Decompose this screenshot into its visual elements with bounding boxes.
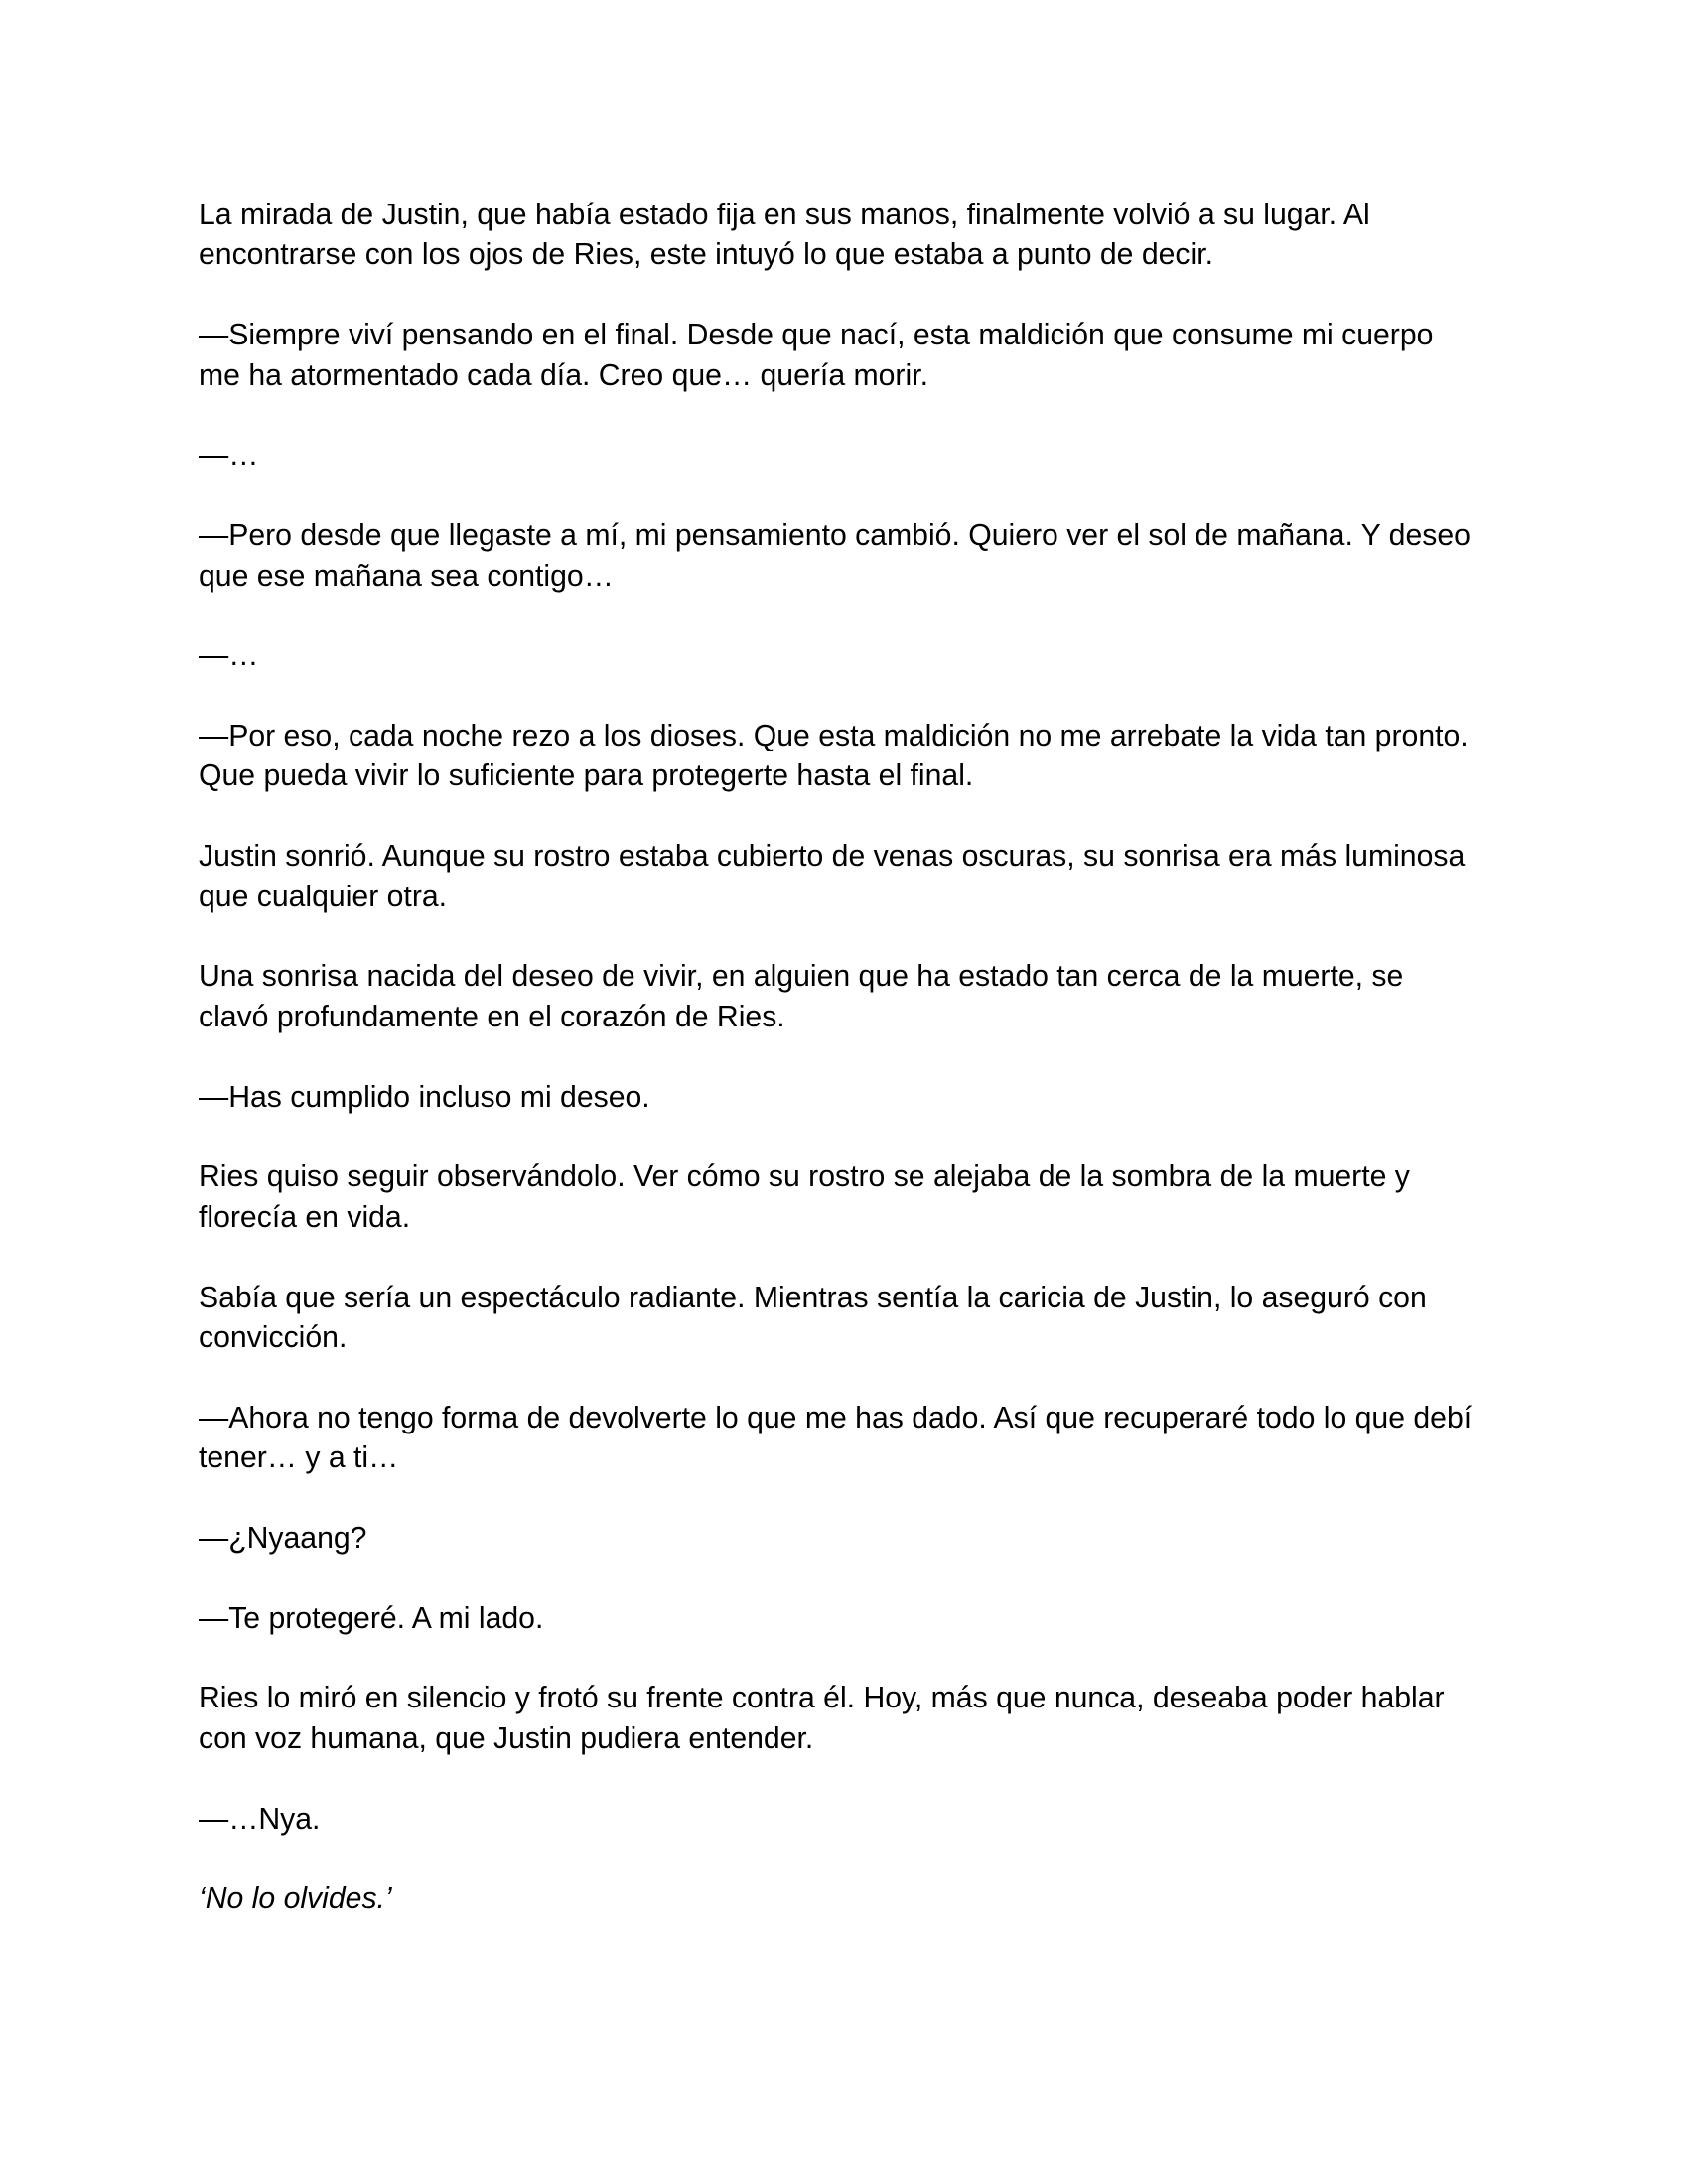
paragraph-16-dialogue (199, 1800, 1509, 1840)
paragraph-6-dialogue (199, 717, 1509, 797)
paragraph-1 (199, 196, 1509, 276)
text-line: —Te protegeré. A mi lado. (199, 1601, 544, 1635)
text-line: Ries lo miró en silencio y frotó su frente contra él. Hoy, más que nunca, deseaba poder hablar (199, 1682, 1445, 1715)
paragraph-5-ellipsis (199, 636, 1509, 676)
paragraph-9-dialogue (199, 1078, 1509, 1118)
text-line: tener… y a ti… (199, 1441, 399, 1475)
text-line: Una sonrisa nacida del deseo de vivir, en alguien que ha estado tan cerca de la muerte, se (199, 960, 1404, 994)
paragraph-3-ellipsis (199, 436, 1509, 476)
text-line: —Pero desde que llegaste a mí, mi pensamiento cambió. Quiero ver el sol de mañana. Y deseo (199, 519, 1471, 553)
document-body (199, 196, 1509, 1960)
text-line: convicción. (199, 1320, 348, 1354)
paragraph-2-dialogue (199, 316, 1509, 396)
text-line: —… (199, 439, 259, 473)
text-line: Ries quiso seguir observándolo. Ver cómo su rostro se alejaba de la sombra de la muerte y (199, 1160, 1410, 1194)
paragraph-17-thought (199, 1879, 1509, 1919)
text-line: que ese mañana sea contigo… (199, 559, 614, 593)
text-line: —Ahora no tengo forma de devolverte lo que me has dado. Así que recuperaré todo lo que debí (199, 1401, 1473, 1434)
text-line: —Has cumplido incluso mi deseo. (199, 1080, 650, 1114)
text-line: Justin sonrió. Aunque su rostro estaba cubierto de venas oscuras, su sonrisa era más luminosa (199, 840, 1466, 874)
paragraph-14-dialogue (199, 1599, 1509, 1639)
text-line: Que pueda vivir lo suficiente para protegerte hasta el final. (199, 759, 974, 793)
text-line: La mirada de Justin, que había estado fija en sus manos, finalmente volvió a su lugar. Al (199, 199, 1370, 231)
text-line: ‘No lo olvides.’ (199, 1882, 392, 1916)
text-line: clavó profundamente en el corazón de Ries. (199, 1000, 785, 1033)
text-line: con voz humana, que Justin pudiera entender. (199, 1721, 814, 1755)
text-line: —… (199, 639, 259, 673)
text-line: —Siempre viví pensando en el final. Desde que nací, esta maldición que consume mi cuerpo (199, 319, 1434, 352)
paragraph-12-dialogue (199, 1399, 1509, 1479)
text-line: Sabía que sería un espectáculo radiante. Mientras sentía la caricia de Justin, lo aseguró con (199, 1281, 1427, 1314)
text-line: encontrarse con los ojos de Ries, este intuyó lo que estaba a punto de decir. (199, 238, 1213, 272)
text-line: me ha atormentado cada día. Creo que… quería morir. (199, 358, 928, 392)
text-line: florecía en vida. (199, 1200, 411, 1234)
paragraph-8 (199, 957, 1509, 1037)
paragraph-13-dialogue (199, 1519, 1509, 1559)
paragraph-11 (199, 1279, 1509, 1359)
text-line: —…Nya. (199, 1802, 321, 1836)
paragraph-15 (199, 1679, 1509, 1759)
paragraph-7 (199, 837, 1509, 917)
text-line: que cualquier otra. (199, 880, 448, 913)
paragraph-4-dialogue (199, 516, 1509, 597)
text-line: —¿Nyaang? (199, 1521, 367, 1555)
text-line: —Por eso, cada noche rezo a los dioses. Que esta maldición no me arrebate la vida tan pronto. (199, 720, 1469, 753)
paragraph-10 (199, 1158, 1509, 1238)
